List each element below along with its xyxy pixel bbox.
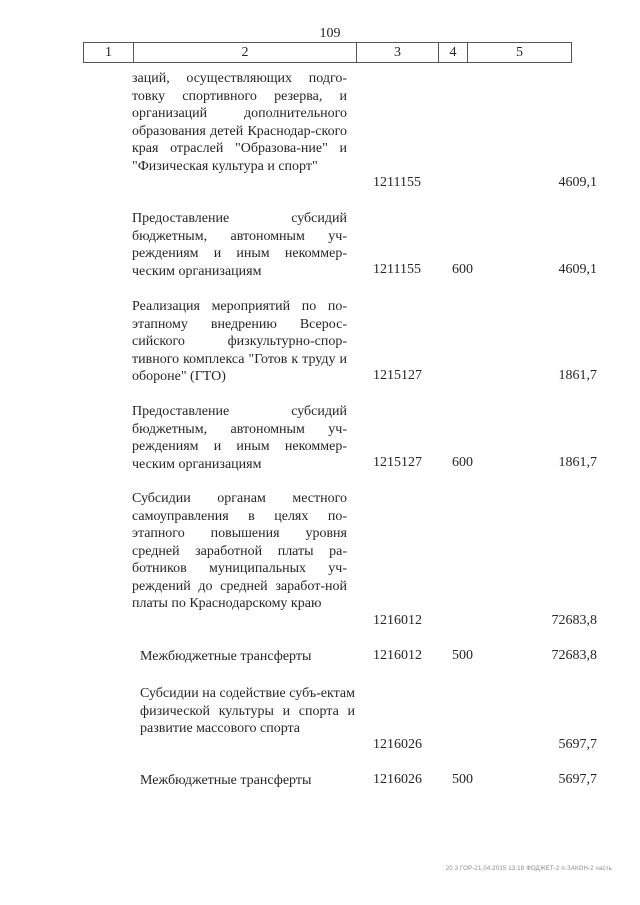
row-type: 500 <box>452 648 473 663</box>
header-col-4: 4 <box>439 43 468 63</box>
row-code: 1216026 <box>373 737 422 752</box>
header-col-1: 1 <box>84 43 134 63</box>
row-code: 1215127 <box>373 368 422 383</box>
row-amount: 5697,7 <box>558 737 597 752</box>
header-col-5: 5 <box>468 43 572 63</box>
row-description: Межбюджетные трансферты <box>140 649 312 664</box>
footer-stamp: 20 3 ГОР-21.04.2015 13.18 ФОДЖЕТ-2 п-ЗАКОН-2 часть <box>445 866 612 872</box>
row-code: 1216012 <box>373 613 422 628</box>
page-number: 109 <box>319 26 341 41</box>
header-col-2: 2 <box>134 43 357 63</box>
row-type: 600 <box>452 455 473 470</box>
row-description: Субсидии органам местного самоуправления в целях по-этапного повышения уровня средней заработной платы ра-ботников муниципальных уч-реждений до средней заработ-ной платы по Краснодарскому краю <box>132 491 347 611</box>
row-amount: 4609,1 <box>558 175 597 190</box>
row-type: 600 <box>452 262 473 277</box>
row-description: Межбюджетные трансферты <box>140 773 312 788</box>
row-code: 1216012 <box>373 648 422 663</box>
row-code: 1211155 <box>373 262 421 277</box>
row-description: Предоставление субсидий бюджетным, автономным уч-реждениям и иным некоммер-ческим организациям <box>132 211 347 279</box>
row-amount: 1861,7 <box>558 368 597 383</box>
row-code: 1211155 <box>373 175 421 190</box>
row-amount: 4609,1 <box>558 262 597 277</box>
row-amount: 1861,7 <box>558 455 597 470</box>
column-header-table <box>83 42 572 63</box>
header-col-3: 3 <box>357 43 439 63</box>
row-description: Предоставление субсидий бюджетным, автономным уч-реждениям и иным некоммер-ческим организациям <box>132 404 347 472</box>
row-amount: 72683,8 <box>551 648 597 663</box>
row-amount: 72683,8 <box>551 613 597 628</box>
row-amount: 5697,7 <box>558 772 597 787</box>
row-description: Субсидии на содействие субъ-ектам физической культуры и спорта и развитие массового спорта <box>140 686 355 736</box>
row-type: 500 <box>452 772 473 787</box>
row-code: 1215127 <box>373 455 422 470</box>
row-description: Реализация мероприятий по по-этапному внедрению Всерос-сийского физкультурно-спор-тивного комплекса "Готов к труду и обороне" (ГТО) <box>132 299 347 384</box>
row-code: 1216026 <box>373 772 422 787</box>
row-description: заций, осуществляющих подго-товку спортивного резерва, и организаций дополнительного образования детей Краснодар-ского края отраслей "Образова-ние" и "Физическая культура и спорт" <box>132 71 347 174</box>
